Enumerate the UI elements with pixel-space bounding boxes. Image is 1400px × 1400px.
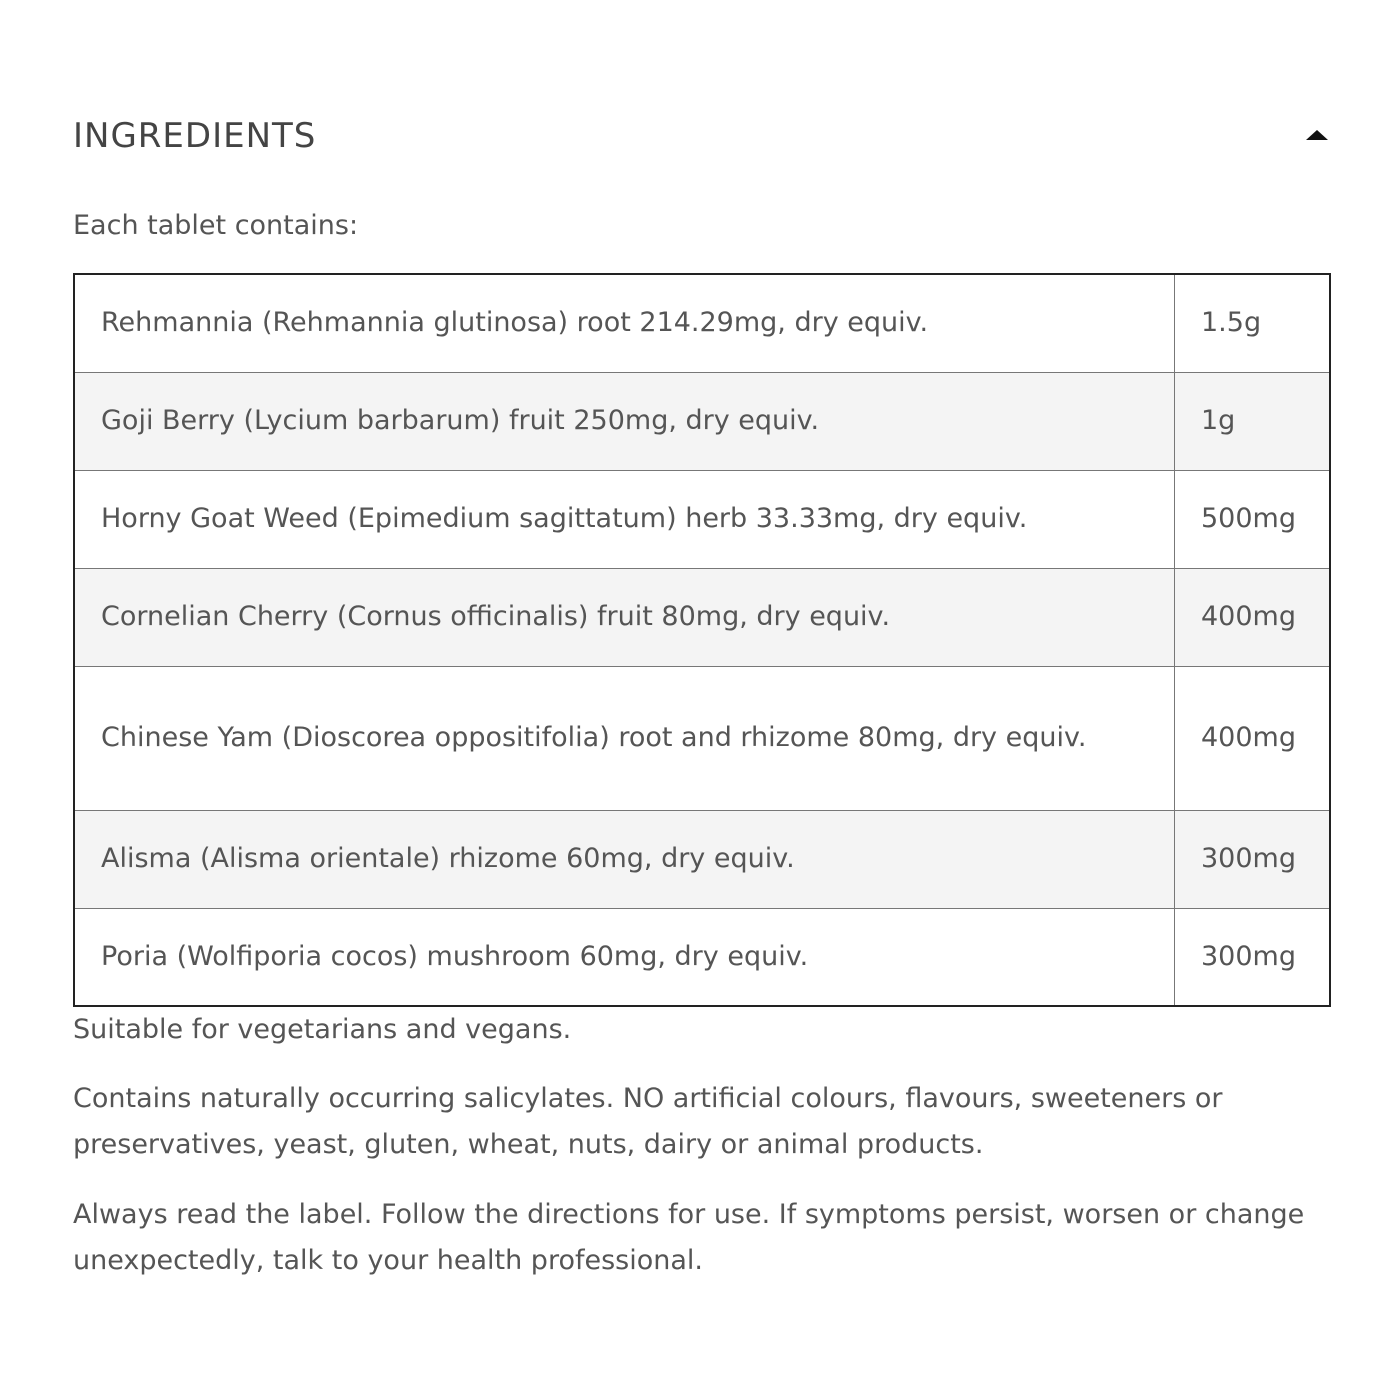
- ingredient-name: Rehmannia (Rehmannia glutinosa) root 214.29mg, dry equiv.: [74, 274, 1175, 372]
- ingredient-amount: 300mg: [1175, 908, 1331, 1006]
- intro-text: Each tablet contains:: [73, 210, 359, 241]
- table-row: [74, 274, 1330, 372]
- table-row: [74, 372, 1330, 470]
- collapse-caret-up-icon[interactable]: [1306, 130, 1328, 140]
- table-row: [74, 568, 1330, 666]
- ingredient-name: Chinese Yam (Dioscorea oppositifolia) root and rhizome 80mg, dry equiv.: [74, 666, 1175, 810]
- ingredient-amount: 300mg: [1175, 810, 1331, 908]
- ingredient-name: Horny Goat Weed (Epimedium sagittatum) herb 33.33mg, dry equiv.: [74, 470, 1175, 568]
- warning-note: Always read the label. Follow the directions for use. If symptoms persist, worsen or change unexpectedly, talk to your health professional.: [73, 1199, 1305, 1276]
- ingredient-amount: 1.5g: [1175, 274, 1331, 372]
- ingredient-amount: 400mg: [1175, 568, 1331, 666]
- ingredient-amount: 1g: [1175, 372, 1331, 470]
- vegan-note: Suitable for vegetarians and vegans.: [73, 1014, 572, 1045]
- ingredient-name: Cornelian Cherry (Cornus officinalis) fruit 80mg, dry equiv.: [74, 568, 1175, 666]
- table-row: [74, 908, 1330, 1006]
- ingredient-amount: 500mg: [1175, 470, 1331, 568]
- table-row: [74, 810, 1330, 908]
- allergen-note: Contains naturally occurring salicylates. NO artificial colours, flavours, sweeteners or preservatives, yeast, gluten, wheat, nuts, dairy or animal products.: [73, 1083, 1223, 1160]
- ingredient-name: Poria (Wolfiporia cocos) mushroom 60mg, dry equiv.: [74, 908, 1175, 1006]
- ingredient-name: Goji Berry (Lycium barbarum) fruit 250mg, dry equiv.: [74, 372, 1175, 470]
- section-title: INGREDIENTS: [73, 116, 317, 156]
- table-row: [74, 470, 1330, 568]
- table-row: [74, 666, 1330, 810]
- ingredients-table: [73, 273, 1331, 1007]
- ingredient-name: Alisma (Alisma orientale) rhizome 60mg, dry equiv.: [74, 810, 1175, 908]
- ingredient-amount: 400mg: [1175, 666, 1331, 810]
